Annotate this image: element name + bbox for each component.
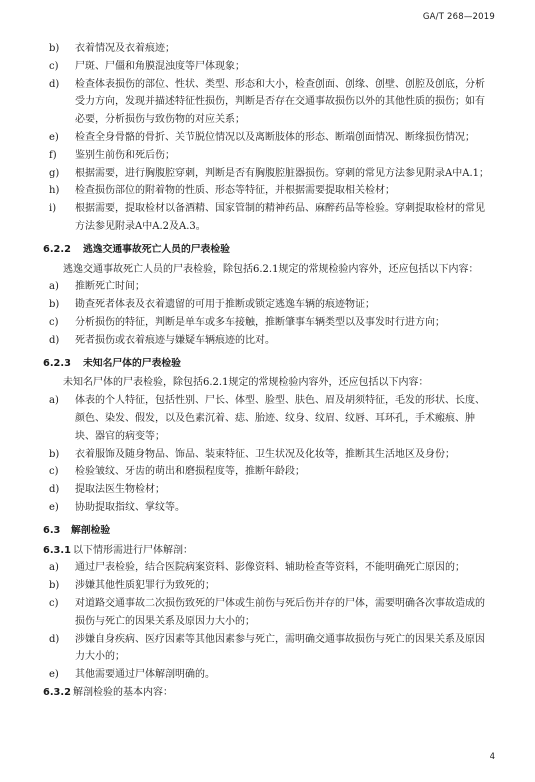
list-item: c) 对道路交通事故二次损伤致死的尸体或生前伤与死后伤并存的尸体，需要明确各次事故造成的损伤与死亡的因果关系及原因力大小的； [49, 597, 485, 627]
clause-6-3-2: 6.3.2 解剖检验的基本内容： [43, 686, 173, 698]
list-item: c) 分析损伤的特征，判断是单车或多车接触，推断肇事车辆类型以及事发时行进方向； [49, 316, 445, 328]
list-item: i) 根据需要，提取检材以备酒精、国家管制的精神药品、麻醉药品等检验。穿刺提取检材的常见方法参见附录A中A.2及A.3。 [49, 203, 485, 232]
list-item: c) 检验皱纹、牙齿的萌出和磨损程度等，推断年龄段； [49, 466, 305, 478]
section-heading-6-2-2: 6.2.2 逃逸交通事故死亡人员的尸表检验 [43, 243, 230, 255]
list-item: c) 尸斑、尸僵和角膜混浊度等尸体现象； [49, 60, 245, 72]
list-item: d) 死者损伤或衣着痕迹与嫌疑车辆痕迹的比对。 [49, 334, 275, 346]
section-intro: 逃逸交通事故死亡人员的尸表检验，除包括6.2.1规定的常规检验内容外，还应包括以下内容： [63, 263, 479, 275]
list-item: f) 鉴别生前伤和死后伤； [49, 149, 175, 161]
list-item: d) 检查体表损伤的部位、性状、类型、形态和大小，检查创面、创缘、创壁、创腔及创底，分析受力方向，发现并描述特征性损伤，判断是否存在交通事故损伤以外的其他性质的损伤；如有必要，分析损伤与致伤物的对应关系； [49, 78, 485, 126]
section-intro: 未知名尸体的尸表检验，除包括6.2.1规定的常规检验内容外，还应包括以下内容： [63, 377, 429, 389]
section-heading-6-2-3: 6.2.3 未知名尸体的尸表检验 [43, 357, 181, 369]
list-item: b) 衣着情况及衣着痕迹； [49, 43, 175, 54]
list-item: a) 通过尸表检验，结合医院病案资料、影像资料、辅助检查等资料，不能明确死亡原因的； [49, 562, 465, 574]
list-item: b) 涉嫌其他性质犯罪行为致死的； [49, 580, 215, 592]
page-number: 4 [489, 752, 495, 762]
clause-6-3-1: 6.3.1 以下情形需进行尸体解剖： [43, 544, 193, 556]
section-heading-6-3: 6.3 解剖检验 [43, 524, 111, 536]
list-item: a) 体表的个人特征，包括性别、尸长、体型、脸型、肤色、眉及胡须特征，毛发的形状、长度、颜色、染发、假发，以及色素沉着、痣、胎迹、纹身、纹眉、纹唇、耳环孔，手术瘢痕、肿块、器官的病变等； [49, 395, 485, 442]
list-item: e) 协助提取指纹、掌纹等。 [49, 501, 185, 513]
document-body [43, 40, 493, 702]
list-item: d) 涉嫌自身疾病、医疗因素等其他因素参与死亡，需明确交通事故损伤与死亡的因果关系及原因力大小的； [49, 633, 485, 663]
list-item: d) 提取法医生物检材； [49, 484, 165, 496]
list-item: b) 勘查死者体表及衣着遗留的可用于推断或锁定逃逸车辆的痕迹物证； [49, 299, 375, 311]
header-standard-code: GA/T 268—2019 [422, 12, 495, 22]
list-item: h) 检查损伤部位的附着物的性质、形态等特征，并根据需要提取相关检材； [49, 185, 395, 197]
list-item: a) 推断死亡时间； [49, 281, 145, 293]
list-item: e) 检查全身骨骼的骨折、关节脱位情况以及离断肢体的形态、断端创面情况、断缘损伤情况； [49, 131, 475, 143]
list-item: g) 根据需要，进行胸腹腔穿刺，判断是否有胸腹腔脏器损伤。穿刺的常见方法参见附录A中A.1； [49, 167, 489, 179]
list-item: b) 衣着服饰及随身物品、饰品、装束特征、卫生状况及化妆等，推断其生活地区及身份； [49, 448, 455, 460]
list-item: e) 其他需要通过尸体解剖明确的。 [49, 669, 215, 681]
